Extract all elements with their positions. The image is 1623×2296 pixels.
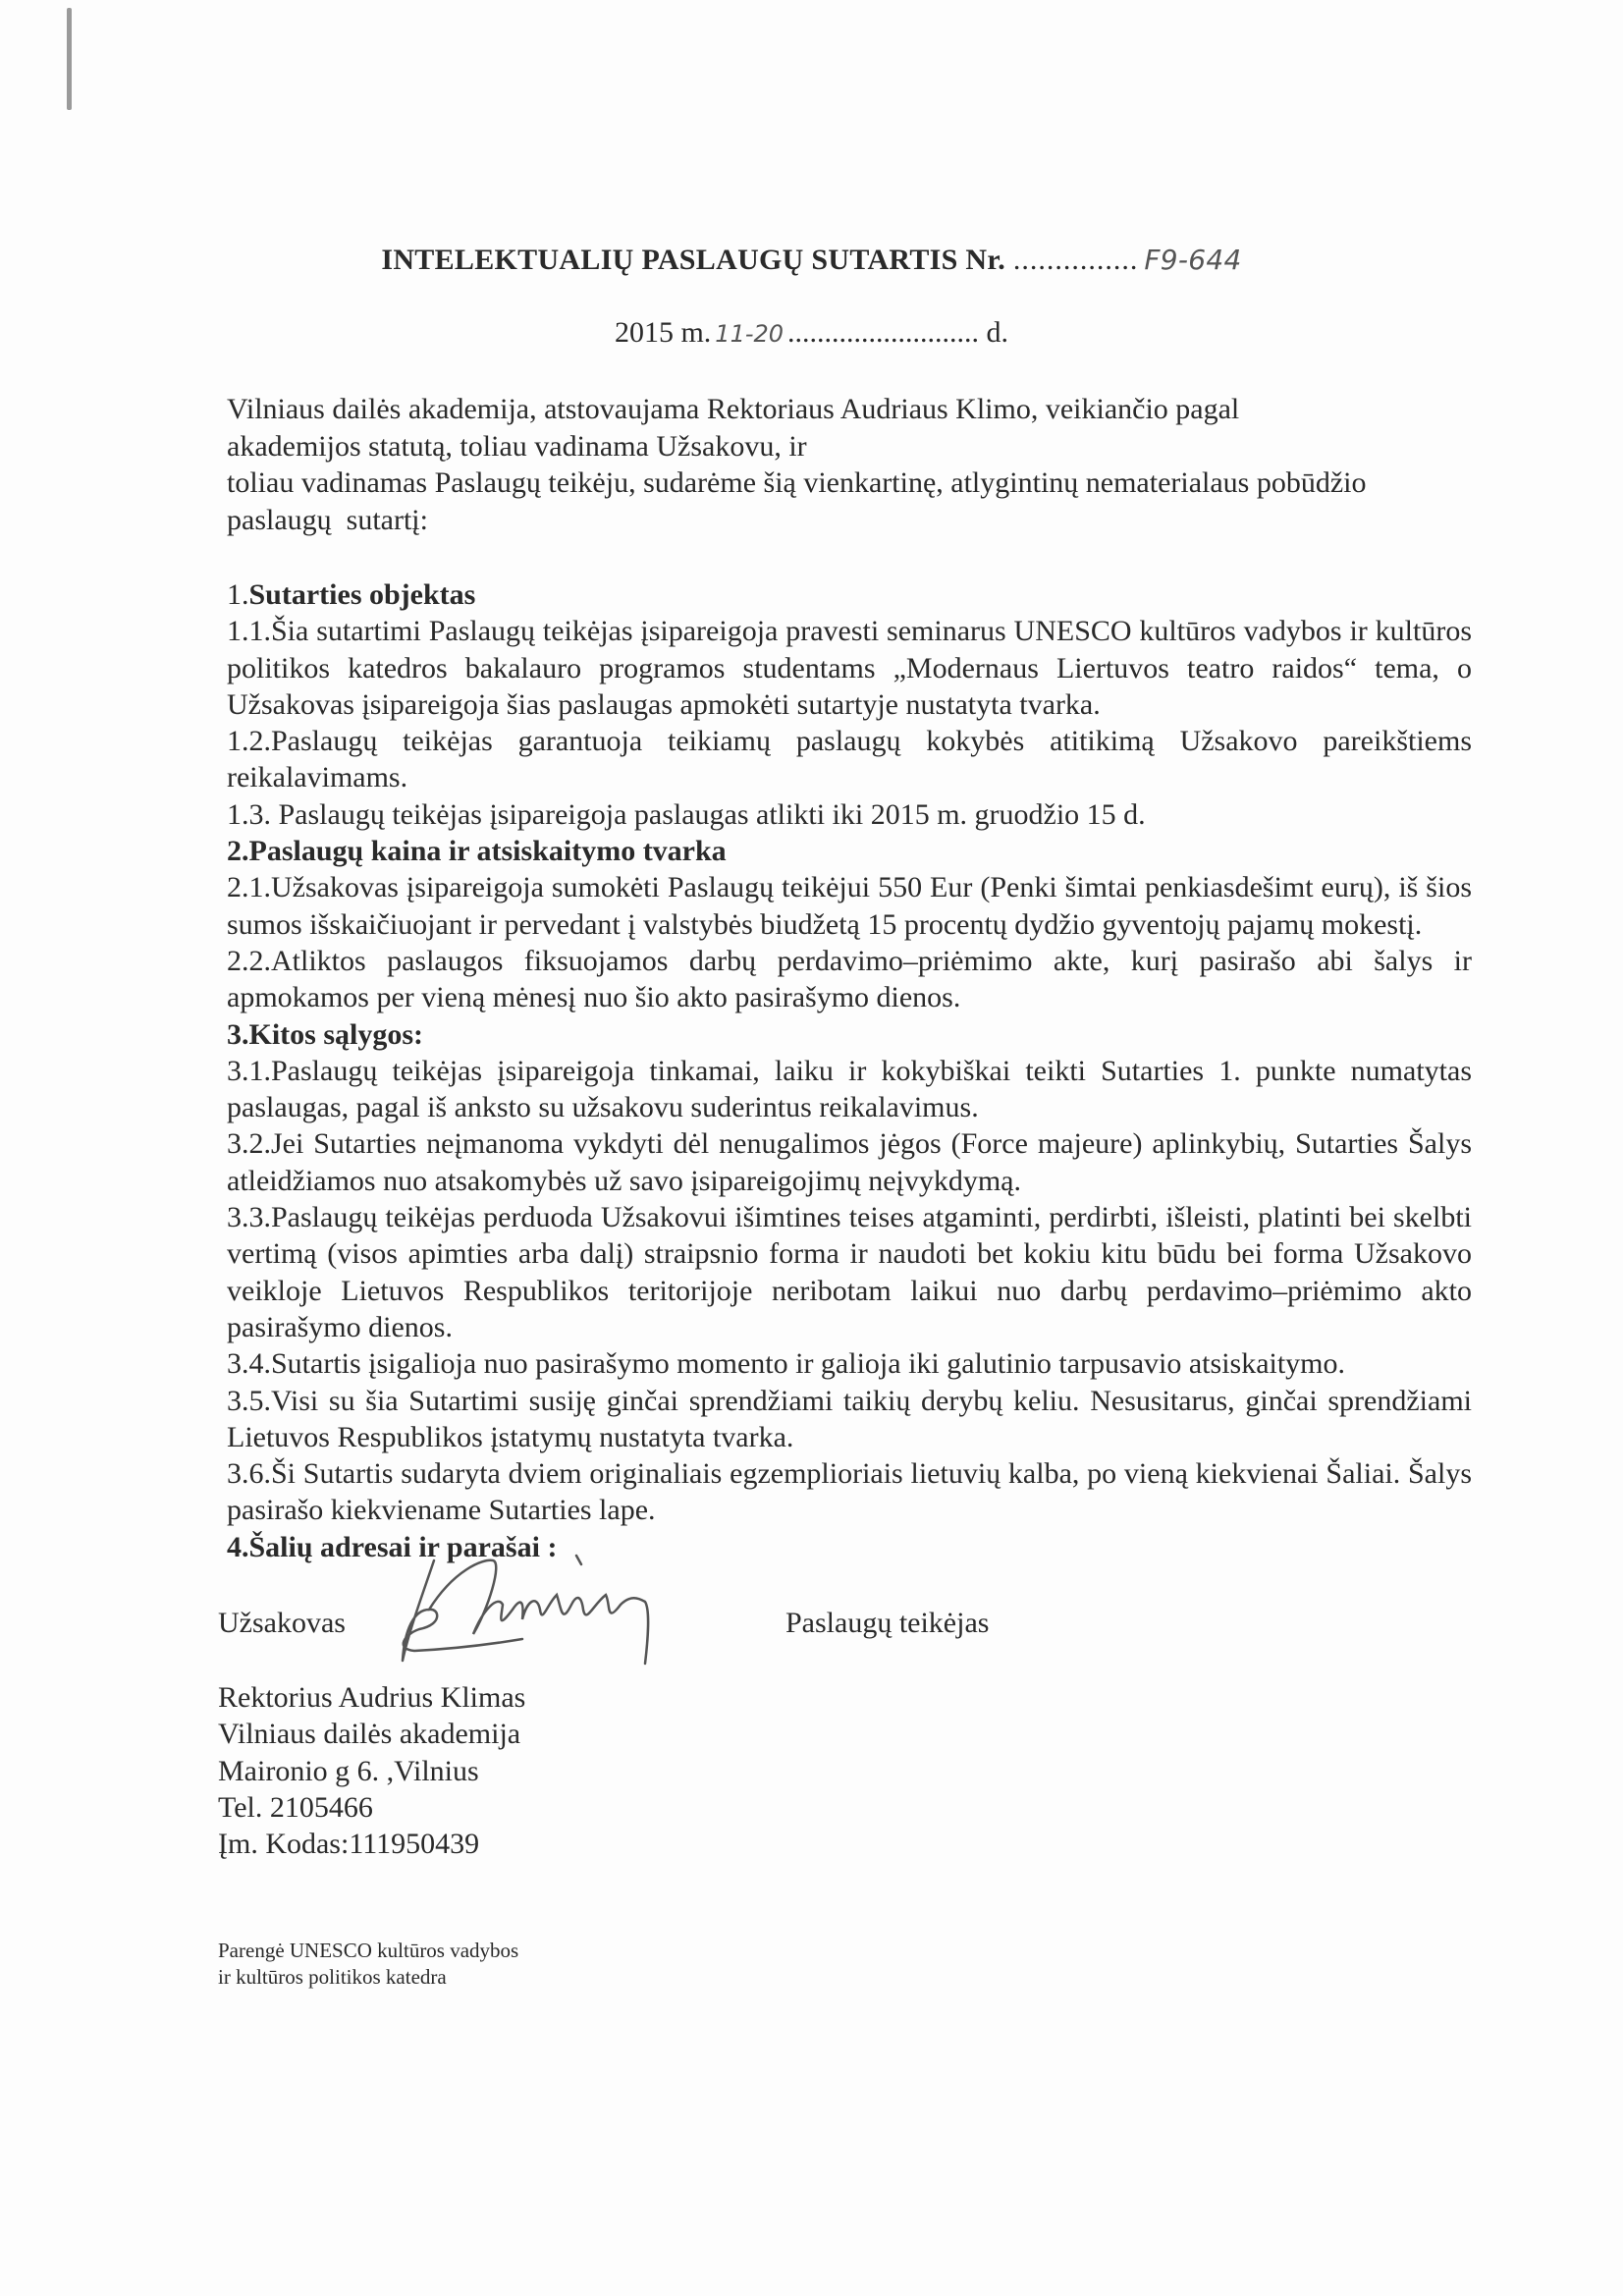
intro-line: paslaugų sutartį: [227,503,428,536]
intro-line: akademijos statutą, toliau vadinama Užsakovu, ir [227,429,807,463]
clause-3-4: 3.4.Sutartis įsigalioja nuo pasirašymo momento ir galioja iki galutinio tarpusavio atsiskaitymo. [227,1347,1346,1381]
customer-signature [375,1551,689,1668]
provider-label: Paslaugų teikėjas [785,1607,990,1640]
intro-paragraph [227,391,1485,538]
date-prefix: 2015 m. [614,316,712,349]
section-heading-4: 4.Šalių adresai ir parašai : [227,1530,558,1563]
address-line: Maironio g 6. ,Vilnius [218,1754,479,1787]
date-suffix: d. [986,316,1009,349]
clause-2-2: 2.2.Atliktos paslaugos fiksuojamos darbų perdavimo–priėmimo akte, kurį pasirašo abi šalys ir apmokamos per vieną mėnesį nuo šio akto pasirašymo dienos. [227,944,1472,1014]
address-line: Įm. Kodas:111950439 [218,1828,480,1861]
clause-3-3: 3.3.Paslaugų teikėjas perduoda Užsakovui išimtines teises atgaminti, perdirbti, išleisti, platinti bei skelbti vertimą (visos apimties arba dalį) straipsnio forma ir naudoti bet kokiu kitu būdu bei forma Užsakovo veikloje Lietuvos Respublikos teritorijoje neribotam laikui nuo darbų perdavimo–priėmimo akto pasirašymo dienos. [227,1201,1472,1343]
clause-1-2: 1.2.Paslaugų teikėjas garantuoja teikiamų paslaugų kokybės atitikimą Užsakovo pareikštiems reikalavimams. [227,725,1472,794]
document-date [0,316,1623,350]
section-heading-2: 2.Paslaugų kaina ir atsiskaitymo tvarka [227,835,727,868]
customer-address [218,1679,1485,1862]
clause-1-3: 1.3. Paslaugų teikėjas įsipareigoja paslaugas atlikti iki 2015 m. gruodžio 15 d. [227,797,1146,831]
address-line: Vilniaus dailės akademija [218,1718,521,1751]
signature-row [218,1605,1298,1664]
contract-body [227,576,1472,1565]
section-heading-1: 1.Sutarties objektas [227,578,476,611]
address-line: Rektorius Audrius Klimas [218,1681,526,1715]
clause-3-6: 3.6.Ši Sutartis sudaryta dviem originaliais egzemplioriais lietuvių kalba, po vieną kiekvienai Šaliai. Šalys pasirašo kiekviename Sutarties lape. [227,1457,1472,1527]
footer-line: Parengė UNESCO kultūros vadybos [218,1938,519,1962]
intro-line: Vilniaus dailės akademija, atstovaujama Rektoriaus Audriaus Klimo, veikiančio pagal [227,393,1240,425]
prepared-by-note [218,1938,1485,1991]
customer-label: Užsakovas [218,1607,346,1640]
document-title [0,244,1623,277]
clause-3-5: 3.5.Visi su šia Sutartimi susiję ginčai sprendžiami taikių derybų keliu. Nesusitarus, ginčai sprendžiami Lietuvos Respublikos įstatymų nustatyta tvarka. [227,1384,1472,1453]
clause-1-1: 1.1.Šia sutartimi Paslaugų teikėjas įsipareigoja pravesti seminarus UNESCO kultūros vadybos ir kultūros politikos katedros bakalauro programos studentams „Modernaus Liertuvos teatro raidos“ tema, o Užsakovas įsipareigoja šias paslaugas apmokėti sutartyje nustatyta tvarka. [227,615,1472,721]
date-dots: .......................... [787,316,980,349]
section-heading-3: 3.Kitos sąlygos: [227,1017,424,1051]
clause-3-2: 3.2.Jei Sutarties neįmanoma vykdyti dėl nenugalimos jėgos (Force majeure) aplinkybių, Sutarties Šalys atleidžiamos nuo atsakomybės už savo įsipareigojimų neįvykdymą. [227,1127,1472,1197]
handwritten-contract-number: F9-644 [1144,244,1242,276]
title-dots: ............... [1012,244,1139,276]
document-content [218,391,1485,1991]
handwritten-date: 11-20 [715,320,784,348]
clause-3-1: 3.1.Paslaugų teikėjas įsipareigoja tinkamai, laiku ir kokybiškai teikti Sutarties 1. punkte numatytas paslaugas, pagal iš anksto su užsakovu suderintus reikalavimus. [227,1054,1472,1124]
title-text: INTELEKTUALIŲ PASLAUGŲ SUTARTIS Nr. [381,244,1006,276]
scan-artifact-mark [67,8,72,110]
clause-2-1: 2.1.Užsakovas įsipareigoja sumokėti Paslaugų teikėjui 550 Eur (Penki šimtai penkiasdešimt eurų), iš šios sumos išskaičiuojant ir pervedant į valstybės biudžetą 15 procentų dydžio gyventojų pajamų mokestį. [227,871,1472,941]
footer-line: ir kultūros politikos katedra [218,1964,447,1989]
address-line: Tel. 2105466 [218,1790,373,1824]
intro-line: toliau vadinamas Paslaugų teikėju, sudarėme šią vienkartinę, atlygintinų nematerialaus pobūdžio [227,466,1367,499]
